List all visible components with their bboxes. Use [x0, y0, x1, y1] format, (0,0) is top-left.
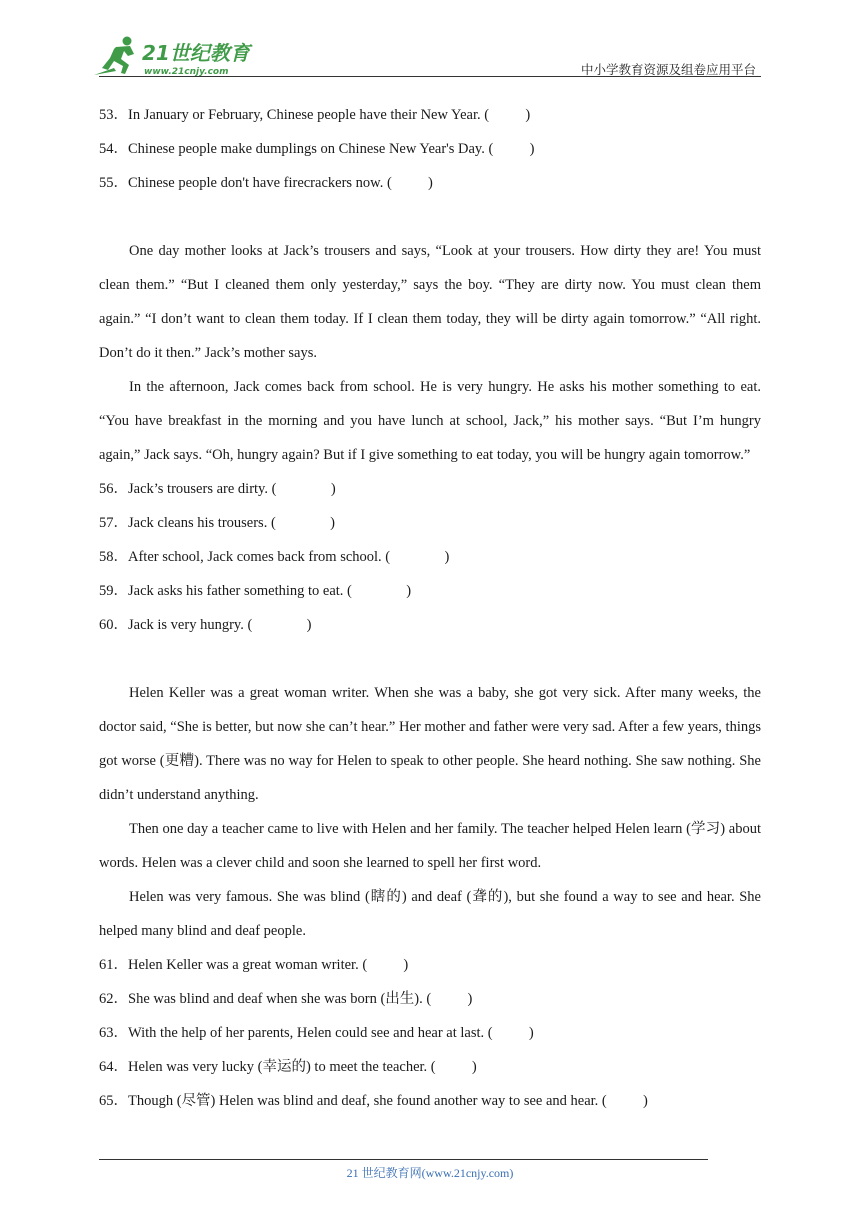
answer-blank[interactable]	[493, 141, 529, 157]
question-list-3	[99, 948, 761, 1118]
logo-url: www.21cnjy.com	[144, 67, 229, 77]
answer-blank[interactable]	[252, 617, 306, 633]
question-53: 53．In January or February, Chinese people have their New Year. ( )	[99, 107, 531, 123]
passage-helen-paragraph-1: Helen Keller was a great woman writer. When she was a baby, she got very sick. After many weeks, the doctor said, “She is better, but now she can’t hear.” Her mother and father were very sad. After a few years, things got worse (更糟). There was no way for Helen to speak to other people. She heard nothing. She saw nothing. She didn’t understand anything.	[99, 685, 761, 803]
question-60: 60．Jack is very hungry. ( )	[99, 617, 312, 633]
logo-title: 21世纪教育	[142, 41, 250, 65]
answer-blank[interactable]	[392, 175, 428, 191]
passage-jack-paragraph-1: One day mother looks at Jack’s trousers and says, “Look at your trousers. How dirty they are! You must clean them.” “But I cleaned them only yesterday,” says the boy. “They are dirty now. You must clean them again.” “I don’t want to clean them today. If I clean them today, they will be dirty again tomorrow.” “All right. Don’t do it then.” Jack’s mother says.	[99, 243, 761, 361]
passage-jack-paragraph-2: In the afternoon, Jack comes back from school. He is very hungry. He asks his mother something to eat. “You have breakfast in the morning and you have lunch at school, Jack,” his mother says. “But I’m hungry again,” Jack says. “Oh, hungry again? But if I give something to eat today, you will be hungry again tomorrow.”	[99, 379, 761, 463]
runner-icon	[94, 37, 134, 76]
question-64: 64．Helen was very lucky (幸运的) to meet the teacher. ( )	[99, 1059, 477, 1075]
answer-blank[interactable]	[493, 1025, 529, 1041]
question-56: 56．Jack’s trousers are dirty. ( )	[99, 481, 336, 497]
question-61: 61．Helen Keller was a great woman writer. ( )	[99, 957, 409, 973]
question-65: 65．Though (尽管) Helen was blind and deaf, she found another way to see and hear. ( )	[99, 1093, 648, 1109]
question-55: 55．Chinese people don't have firecrackers now. ( )	[99, 175, 433, 191]
answer-blank[interactable]	[352, 583, 406, 599]
page-header	[0, 0, 860, 80]
passage-helen-paragraph-3: Helen was very famous. She was blind (瞎的) and deaf (聋的), but she found a way to see and hear. She helped many blind and deaf people.	[99, 889, 761, 939]
question-58: 58．After school, Jack comes back from school. ( )	[99, 549, 450, 565]
footer-link[interactable]: 21 世纪教育网(www.21cnjy.com)	[346, 1166, 514, 1180]
header-divider	[99, 76, 761, 77]
question-57: 57．Jack cleans his trousers. ( )	[99, 515, 335, 531]
spacer	[99, 642, 761, 676]
site-logo	[94, 34, 264, 78]
answer-blank[interactable]	[489, 107, 525, 123]
passage-helen-paragraph-2: Then one day a teacher came to live with Helen and her family. The teacher helped Helen learn (学习) about words. Helen was a clever child and soon she learned to spell her first word.	[99, 821, 761, 871]
spacer	[99, 200, 761, 234]
platform-title: 中小学教育资源及组卷应用平台	[580, 62, 756, 77]
question-54: 54．Chinese people make dumplings on Chinese New Year's Day. ( )	[99, 141, 535, 157]
answer-blank[interactable]	[276, 515, 330, 531]
answer-blank[interactable]	[367, 957, 403, 973]
answer-blank[interactable]	[607, 1093, 643, 1109]
question-62: 62．She was blind and deaf when she was born (出生). ( )	[99, 991, 473, 1007]
worksheet-body	[99, 98, 761, 1118]
answer-blank[interactable]	[390, 549, 444, 565]
question-list-2	[99, 472, 761, 642]
answer-blank[interactable]	[431, 991, 467, 1007]
question-63: 63．With the help of her parents, Helen could see and hear at last. ( )	[99, 1025, 534, 1041]
footer-divider	[99, 1159, 708, 1160]
answer-blank[interactable]	[276, 481, 330, 497]
answer-blank[interactable]	[436, 1059, 472, 1075]
question-59: 59．Jack asks his father something to eat. ( )	[99, 583, 412, 599]
question-list-1	[99, 98, 761, 200]
